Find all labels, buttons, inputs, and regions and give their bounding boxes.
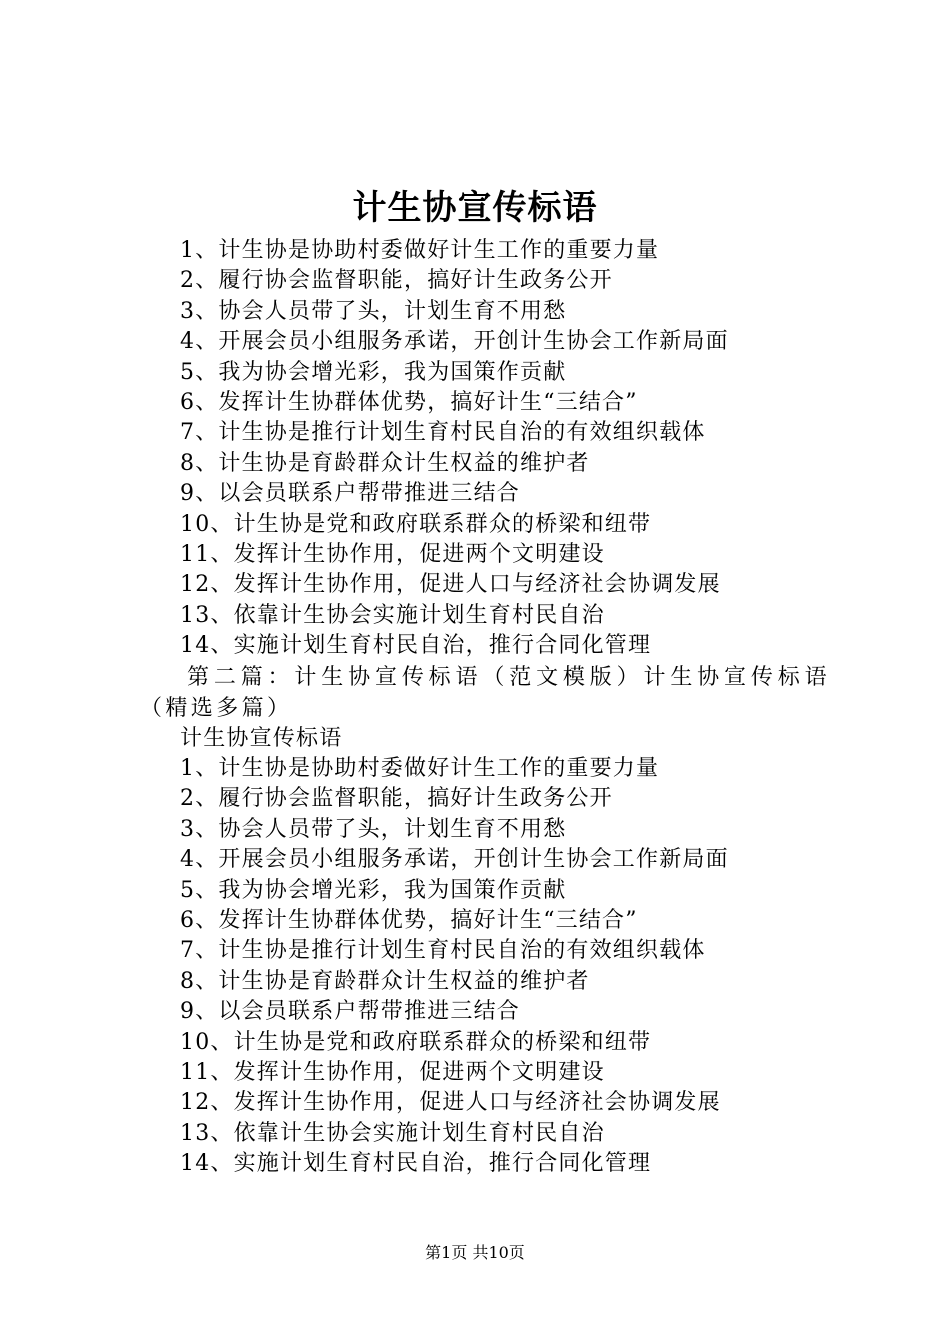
page-title: 计生协宣传标语 [352,188,598,228]
list-item: 12、发挥计生协作用，促进人口与经济社会协调发展 [180,572,721,598]
list-item: 8、计生协是育龄群众计生权益的维护者 [180,968,590,994]
list-item: 3、协会人员带了头，计划生育不用愁 [180,816,567,842]
list-item: 7、计生协是推行计划生育村民自治的有效组织载体 [180,420,706,446]
list-item: 14、实施计划生育村民自治，推行合同化管理 [180,1151,652,1177]
list-item: 14、实施计划生育村民自治，推行合同化管理 [180,633,652,659]
page-footer: 第1页 共10页 [425,1243,525,1262]
list-item: 1、计生协是协助村委做好计生工作的重要力量 [180,238,660,263]
list-item: 9、以会员联系户帮带推进三结合 [180,999,520,1025]
list-item: 11、发挥计生协作用，促进两个文明建设 [180,541,605,567]
list-item: 8、计生协是育龄群众计生权益的维护者 [180,450,590,476]
section-heading: 第二篇：计生协宣传标语（范文模版）计生协宣传标语（精选多篇） [140,665,830,721]
list-item: 10、计生协是党和政府联系群众的桥梁和纽带 [180,511,652,537]
list-item: 12、发挥计生协作用，促进人口与经济社会协调发展 [180,1090,721,1116]
list-item: 1、计生协是协助村委做好计生工作的重要力量 [180,756,660,781]
list-item: 7、计生协是推行计划生育村民自治的有效组织载体 [180,938,706,964]
list-item: 6、发挥计生协群体优势，搞好计生“三结合” [180,389,638,415]
list-item: 4、开展会员小组服务承诺，开创计生协会工作新局面 [180,329,729,355]
list-item: 5、我为协会增光彩，我为国策作贡献 [180,359,567,385]
list-item: 2、履行协会监督职能，搞好计生政务公开 [180,786,613,812]
list-item: 9、以会员联系户帮带推进三结合 [180,481,520,507]
list-item: 11、发挥计生协作用，促进两个文明建设 [180,1059,605,1085]
list-item: 2、履行协会监督职能，搞好计生政务公开 [180,268,613,294]
list-item: 13、依靠计生协会实施计划生育村民自治 [180,602,605,628]
list-item: 10、计生协是党和政府联系群众的桥梁和纽带 [180,1029,652,1055]
slogan-list-1 [180,236,729,661]
list-item: 6、发挥计生协群体优势，搞好计生“三结合” [180,907,638,933]
list-item: 5、我为协会增光彩，我为国策作贡献 [180,877,567,903]
list-item: 3、协会人员带了头，计划生育不用愁 [180,298,567,324]
list-item: 4、开展会员小组服务承诺，开创计生协会工作新局面 [180,847,729,873]
slogan-list-2 [180,754,729,1179]
section-subtitle: 计生协宣传标语 [180,726,343,751]
list-item: 13、依靠计生协会实施计划生育村民自治 [180,1120,605,1146]
